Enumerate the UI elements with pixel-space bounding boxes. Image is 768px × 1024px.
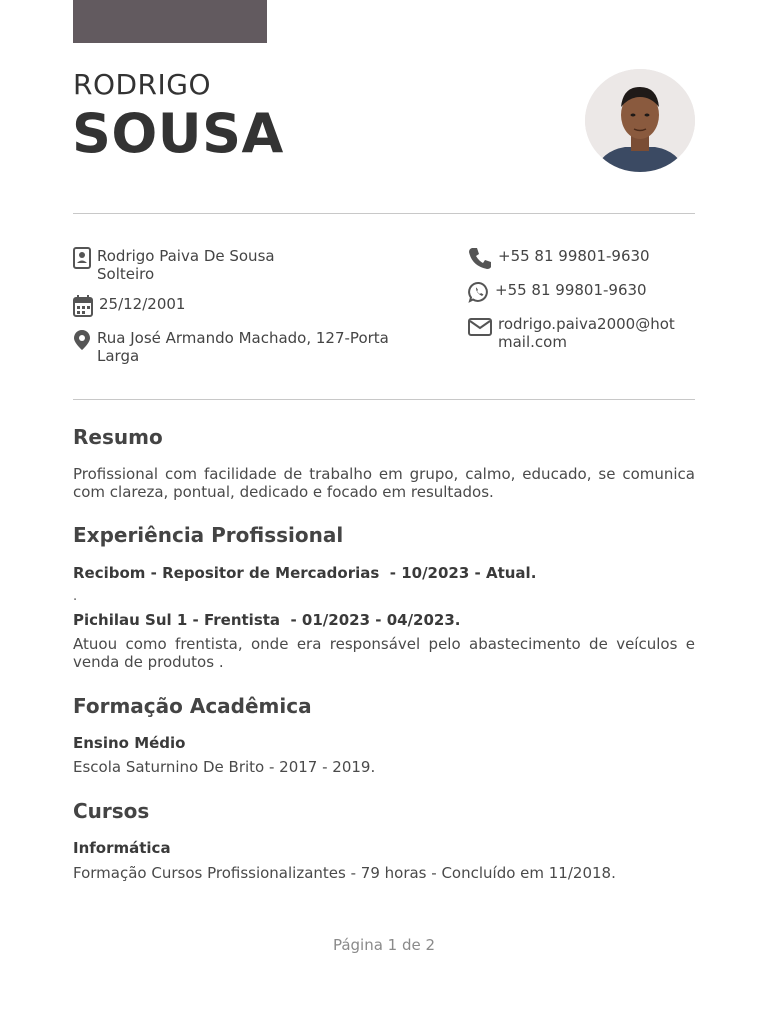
contact-email-item [468, 315, 695, 355]
email-line-2[interactable]: mail.com [498, 333, 567, 351]
course-name: Informática [73, 839, 171, 857]
job-2-description: Atuou como frentista, onde era responsável pelo abastecimento de veículos e venda de produtos . [73, 635, 695, 671]
whatsapp-icon [468, 281, 490, 303]
job-1-note: . [73, 589, 78, 604]
email-line-1[interactable]: rodrigo.paiva2000@hot [498, 315, 675, 333]
birth-date: 25/12/2001 [99, 295, 186, 313]
contact-address-item [73, 329, 433, 369]
map-pin-icon [73, 329, 92, 351]
cursos-title: Cursos [73, 799, 150, 823]
mail-icon [468, 317, 492, 339]
degree-name: Ensino Médio [73, 734, 186, 752]
divider-contact [73, 399, 695, 400]
contact-name-item [73, 247, 433, 287]
page-number: Página 1 de 2 [332, 936, 436, 954]
profile-photo [585, 69, 695, 172]
job-2-heading: Pichilau Sul 1 - Frentista - 01/2023 - 04/2023. [73, 611, 461, 629]
address-line-2: Larga [97, 347, 140, 365]
formacao-title: Formação Acadêmica [73, 694, 312, 718]
phone-number[interactable]: +55 81 99801-9630 [498, 247, 650, 265]
calendar-icon [73, 295, 92, 317]
contact-whatsapp-item [468, 281, 695, 303]
marital-status: Solteiro [97, 265, 155, 283]
divider-top [73, 213, 695, 214]
resumo-text: Profissional com facilidade de trabalho em grupo, calmo, educado, se comunica com clareza, pontual, dedicado e focado em resultados. [73, 465, 695, 501]
school-detail: Escola Saturnino De Brito - 2017 - 2019. [73, 758, 376, 776]
phone-icon [468, 247, 492, 269]
full-name: Rodrigo Paiva De Sousa [97, 247, 275, 265]
contact-phone-item [468, 247, 695, 269]
last-name: SOUSA [72, 102, 284, 165]
resumo-title: Resumo [73, 425, 163, 449]
experiencia-title: Experiência Profissional [73, 523, 344, 547]
first-name: RODRIGO [73, 68, 212, 101]
id-card-icon [73, 247, 92, 269]
header-accent-bar [73, 0, 267, 43]
address-line-1: Rua José Armando Machado, 127-Porta [97, 329, 389, 347]
contact-birth-item [73, 295, 433, 317]
job-1-heading: Recibom - Repositor de Mercadorias - 10/2023 - Atual. [73, 564, 537, 582]
course-detail: Formação Cursos Profissionalizantes - 79 horas - Concluído em 11/2018. [73, 864, 616, 882]
whatsapp-number[interactable]: +55 81 99801-9630 [495, 281, 647, 299]
